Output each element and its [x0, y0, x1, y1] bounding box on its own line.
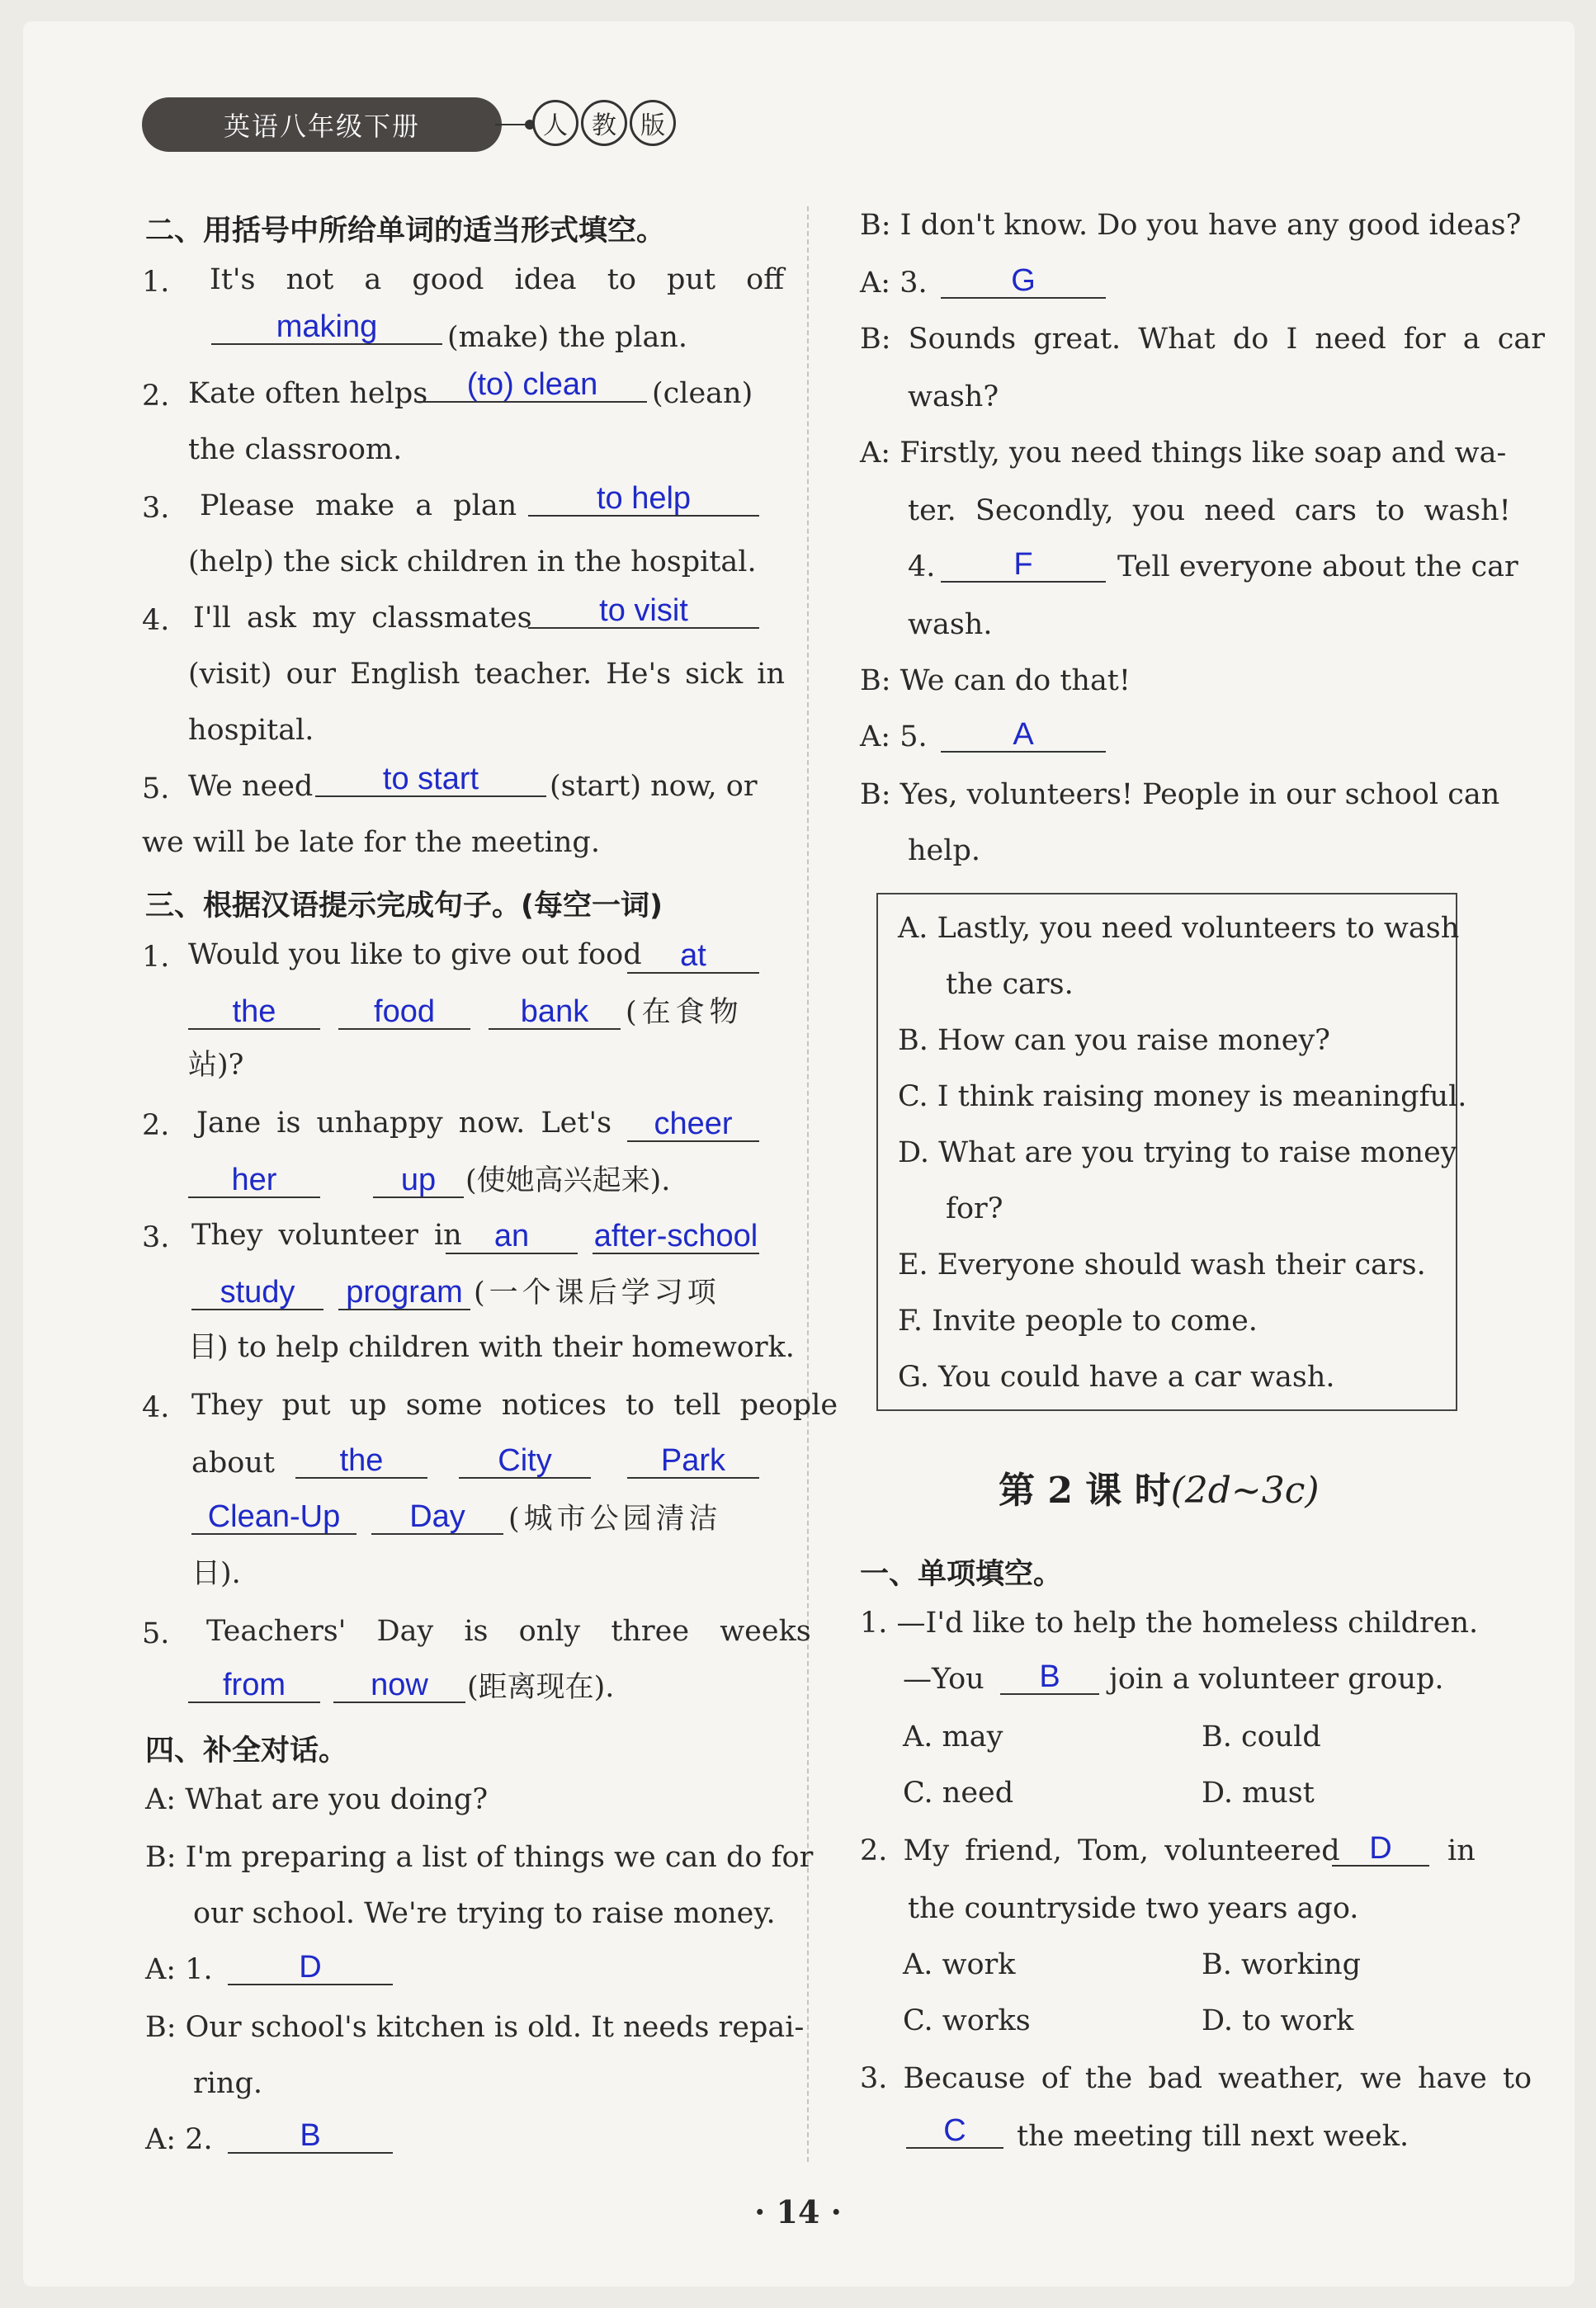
page-number: · 14 · — [754, 2193, 842, 2230]
dialog-line-b6: B: Yes, volunteers! People in our school can — [860, 778, 1500, 811]
s3-q3-hint-b: 目) to help children with their homework. — [188, 1331, 795, 1364]
s2-q1-answer: making — [211, 309, 442, 345]
option-d-cont: for? — [946, 1192, 1003, 1225]
s3-q4-answer-3: Park — [627, 1442, 759, 1479]
l2-q1-opt-b: B. could — [1202, 1720, 1321, 1753]
s3-q1-answer-1: at — [627, 937, 759, 974]
l2-q2-opt-b: B. working — [1202, 1948, 1362, 1981]
s3-q3-hint: (一个课后学习项 — [474, 1277, 720, 1310]
s3-q1-text: Would you like to give out food — [188, 938, 642, 971]
press-char-1: 人 — [532, 100, 578, 146]
s2-q4-text-b: (visit) our English teacher. He's sick in — [188, 658, 786, 691]
lesson-range: (2d~3c) — [1170, 1470, 1320, 1512]
s2-q4-num: 4. — [142, 604, 170, 637]
dialog-line-a6: A: 5. — [860, 720, 928, 753]
s2-q5-text-c: we will be late for the meeting. — [142, 826, 600, 859]
dialog-answer-2: B — [228, 2117, 393, 2154]
press-char-2: 教 — [581, 100, 627, 146]
section4-heading: 四、补全对话。 — [145, 1735, 348, 1768]
l2-q2-opt-d: D. to work — [1202, 2004, 1354, 2037]
dialog-line-b4: B: Sounds great. What do I need for a car — [860, 323, 1545, 356]
s2-q5-text: We need — [188, 770, 314, 803]
section3-heading: 三、根据汉语提示完成句子。(每空一词) — [145, 890, 663, 923]
dialog-line-a5-end: wash. — [908, 608, 993, 641]
s3-q4-answer-1: the — [295, 1442, 427, 1479]
option-b: B. How can you raise money? — [898, 1024, 1330, 1057]
lesson2-heading: 一、单项填空。 — [860, 1558, 1063, 1591]
s3-q4-answer-4: Clean-Up — [191, 1499, 357, 1535]
s3-q5-hint: (距离现在). — [467, 1671, 615, 1704]
s3-q1-answer-2: the — [188, 994, 320, 1030]
s3-q4-hint: (城市公园清洁 — [508, 1503, 722, 1536]
press-char-3: 版 — [630, 100, 676, 146]
dialog-line-a1: A: What are you doing? — [145, 1783, 489, 1816]
s3-q4-text-b: about — [191, 1447, 275, 1480]
l2-q3-answer: C — [906, 2112, 1003, 2149]
s3-q1-answer-3: food — [338, 994, 470, 1030]
option-a-cont: the cars. — [946, 968, 1074, 1001]
s2-q3-text-b: (help) the sick children in the hospital. — [188, 545, 757, 578]
s3-q1-hint-b: 站)? — [188, 1049, 244, 1082]
dialog-line-b1-cont: our school. We're trying to raise money. — [193, 1897, 776, 1930]
l2-q1-text-b: —You — [903, 1663, 985, 1696]
s3-q1-answer-4: bank — [489, 994, 621, 1030]
option-d: D. What are you trying to raise money — [898, 1136, 1457, 1169]
l2-q1-opt-c: C. need — [903, 1777, 1014, 1810]
dialog-answer-3: G — [941, 262, 1106, 299]
l2-q1-opt-d: D. must — [1202, 1777, 1315, 1810]
s3-q3-answer-1: an — [446, 1218, 578, 1254]
s2-q3-text: Please make a plan — [200, 489, 517, 522]
s2-q4-answer: to visit — [528, 592, 759, 629]
s2-q3-answer: to help — [528, 480, 759, 517]
s3-q2-answer-2: her — [188, 1162, 320, 1198]
s2-q1-text: It's not a good idea to put off — [210, 263, 785, 296]
l2-q2-opt-a: A. work — [903, 1948, 1016, 1981]
l2-q3-text-b: the meeting till next week. — [1017, 2120, 1409, 2153]
s3-q3-answer-2: after-school — [593, 1219, 758, 1253]
l2-q1-answer: B — [1000, 1659, 1099, 1695]
s3-q5-text: Teachers' Day is only three weeks — [206, 1615, 811, 1648]
s3-q1-hint: (在食物 — [626, 996, 744, 1029]
s2-q2-num: 2. — [142, 380, 170, 413]
l2-q1-text: 1. —I'd like to help the homeless children. — [860, 1607, 1479, 1640]
l2-q3-text: 3. Because of the bad weather, we have to — [860, 2062, 1532, 2095]
dialog-line-b4-cont: wash? — [908, 380, 999, 413]
dialog-line-b2: B: Our school's kitchen is old. It needs repai- — [145, 2011, 805, 2044]
book-title-banner — [142, 97, 502, 152]
s3-q5-num: 5. — [142, 1617, 170, 1650]
dialog-line-b2-cont: ring. — [193, 2067, 262, 2100]
l2-q2-answer: D — [1332, 1830, 1429, 1867]
dialog-line-a5-cont: ter. Secondly, you need cars to wash! — [908, 494, 1511, 527]
s3-q5-answer-2: now — [333, 1667, 465, 1703]
dialog-line-a5-rest: Tell everyone about the car — [1117, 550, 1518, 583]
l2-q1-opt-a: A. may — [903, 1720, 1003, 1753]
dialog-line-b5: B: We can do that! — [860, 664, 1131, 697]
book-title: 英语八年级下册 — [223, 111, 420, 142]
dialog-line-a2: A: 1. — [145, 1953, 213, 1986]
s3-q4-text: They put up some notices to tell people — [191, 1389, 838, 1422]
s3-q3-text: They volunteer in — [191, 1219, 462, 1252]
s3-q2-num: 2. — [142, 1109, 170, 1142]
s2-q2-answer: (to) clean — [418, 366, 647, 403]
l2-q1-text-c: join a volunteer group. — [1109, 1663, 1444, 1696]
dialog-line-b6-cont: help. — [908, 834, 980, 867]
s3-q1-num: 1. — [142, 941, 170, 974]
option-e: E. Everyone should wash their cars. — [898, 1248, 1426, 1281]
s2-q5-num: 5. — [142, 772, 170, 805]
s2-q3-num: 3. — [142, 492, 170, 525]
lesson-title — [999, 1461, 1320, 1513]
s2-q1-num: 1. — [142, 266, 170, 299]
s3-q2-answer-3: up — [373, 1162, 464, 1198]
s3-q3-answer-3: study — [191, 1274, 323, 1310]
s3-q2-answer-1: cheer — [627, 1106, 759, 1142]
s2-q5-text-b: (start) now, or — [550, 770, 758, 803]
dialog-line-b1: B: I'm preparing a list of things we can do for — [145, 1841, 814, 1874]
s3-q4-hint-b: 日). — [191, 1557, 241, 1590]
option-a: A. Lastly, you need volunteers to wash — [898, 912, 1460, 945]
s2-q2-text-c: the classroom. — [188, 433, 403, 466]
dialog-line-a5: A: Firstly, you need things like soap and wa- — [860, 437, 1507, 470]
s3-q4-answer-5: Day — [371, 1499, 503, 1535]
banner-connector — [495, 124, 528, 125]
l2-q2-text: 2. My friend, Tom, volunteered — [860, 1834, 1340, 1867]
s3-q5-answer-1: from — [188, 1667, 320, 1703]
lesson-title-text: 第 2 课 时 — [999, 1470, 1171, 1512]
dialog-line-a5-num: 4. — [908, 550, 936, 583]
s2-q5-answer: to start — [315, 761, 546, 797]
dialog-line-a4: A: 3. — [860, 267, 928, 300]
s3-q2-hint: (使她高兴起来). — [465, 1164, 671, 1197]
option-g: G. You could have a car wash. — [898, 1361, 1335, 1394]
dialog-answer-5: A — [941, 716, 1106, 753]
l2-q2-text-b: in — [1447, 1834, 1476, 1867]
s3-q3-num: 3. — [142, 1221, 170, 1254]
dialog-answer-1: D — [228, 1949, 393, 1985]
l2-q2-opt-c: C. works — [903, 2004, 1031, 2037]
s2-q2-text-b: (clean) — [652, 377, 753, 410]
dialog-line-b3: B: I don't know. Do you have any good ideas? — [860, 209, 1522, 242]
s3-q2-text: Jane is unhappy now. Let's — [196, 1107, 612, 1140]
l2-q2-text-c: the countryside two years ago. — [908, 1892, 1359, 1925]
s2-q1-text-b: (make) the plan. — [447, 321, 687, 354]
section2-heading: 二、用括号中所给单词的适当形式填空。 — [145, 215, 666, 248]
s2-q4-text-c: hospital. — [188, 714, 314, 747]
option-c: C. I think raising money is meaningful. — [898, 1080, 1467, 1113]
s3-q3-answer-4: program — [338, 1274, 470, 1310]
s2-q2-text: Kate often helps — [188, 377, 428, 410]
s3-q4-num: 4. — [142, 1391, 170, 1424]
dialog-line-a3: A: 2. — [145, 2123, 213, 2156]
s2-q4-text: I'll ask my classmates — [193, 602, 532, 635]
option-f: F. Invite people to come. — [898, 1305, 1258, 1338]
s3-q4-answer-2: City — [459, 1442, 591, 1479]
dialog-answer-4: F — [941, 546, 1106, 583]
